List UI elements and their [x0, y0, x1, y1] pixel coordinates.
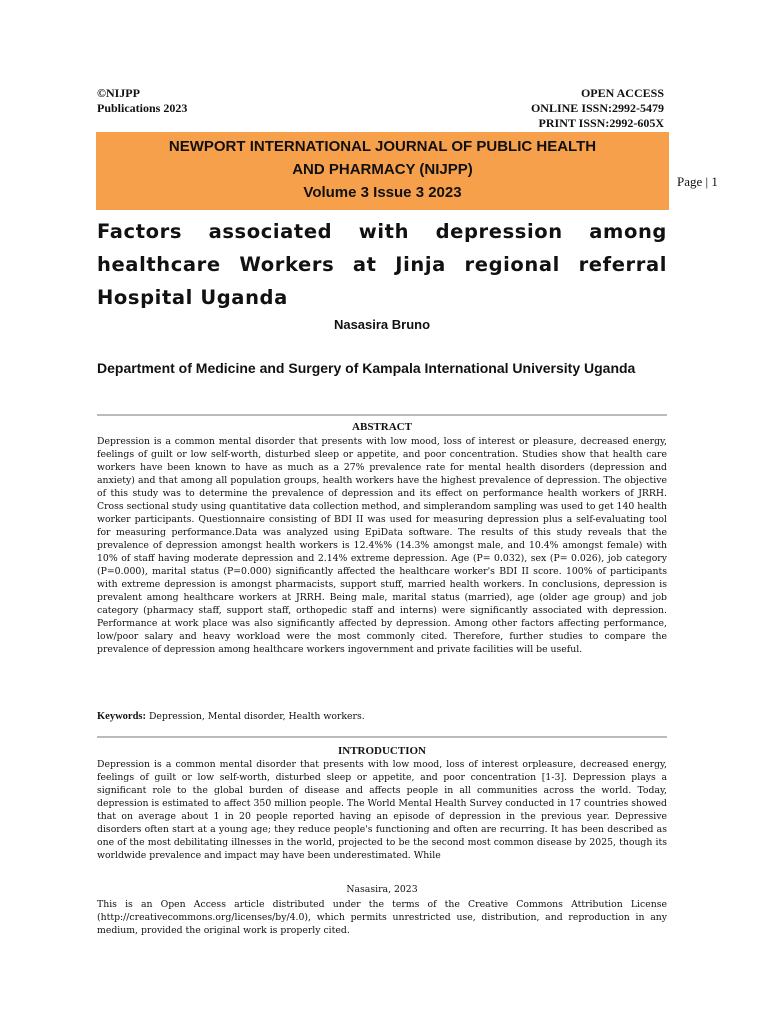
page-number: Page | 1: [677, 174, 718, 189]
volume-issue: Volume 3 Issue 3 2023: [303, 184, 462, 201]
footer-author-year: Nasasira, 2023: [346, 884, 418, 895]
open-access-label: OPEN ACCESS: [580, 86, 664, 100]
publications-year: Publications 2023: [97, 101, 188, 115]
abstract-text: Depression is a common mental disorder that presents with low mood, loss of interest or pleasure, decreased energy, feelings of guilt or low self-worth, disturbed sleep or appetite, and poor concentration. Studies show that health care workers have been known to have as much as a 27% prevalence rate for mental health disorders (depression and anxiety) and that among all population groups, health workers have the highest prevalence of depression. The objective of this study was to determine the prevalence of depression and its effect on performance health workers of JRRH. Cross sectional study using quantitative data collection method, and simplerandom sampling was used to get 140 health worker participants. Questionnaire consisting of BDI II was used for measuring depression plus a self-evaluating tool for measuring performance.Data was analyzed using EpiData software. The results of this study reveals that the prevalence of depression amongst health workers is 12.4%% (14.3% amongst male, and 10.4% amongst female) with 10% of staff having moderate depression and 2.14% extreme depression. Age (P= 0.032), sex (P= 0.026), job category (P=0.000), marital status (P=0.000) significantly affected the healthcare worker's BDI II score. 100% of participants with extreme depression is amongst pharmacists, support stuff, married health workers. In conclusions, depression is prevalent among healthcare workers at JRRH. Being male, marital status (married), age (older age group) and job category (pharmacy staff, support staff, orthopedic staff and interns) were significantly associated with depression. Performance at work place was also significantly affected by depression. Among other factors affecting performance, low/poor salary and heavy workload were the most commonly cited. Therefore, further studies to compare the prevalence of depression among healthcare workers ingovernment and private facilities will be useful.: [97, 436, 667, 655]
issn-block: [531, 86, 664, 131]
print-issn: PRINT ISSN:2992-605X: [538, 116, 664, 130]
license-text: This is an Open Access article distributed under the terms of the Creative Commons Attribution License (http://creativecommons.org/licenses/by/4.0), which permits unrestricted use, distribution, and reproduction in any medium, provided the original work is properly cited.: [97, 899, 667, 936]
abstract-heading: ABSTRACT: [352, 421, 412, 433]
journal-name-line1: NEWPORT INTERNATIONAL JOURNAL OF PUBLIC HEALTH: [168, 138, 597, 155]
divider: [97, 414, 667, 416]
keywords-label: Keywords:: [97, 711, 146, 722]
introduction-heading: INTRODUCTION: [337, 745, 426, 757]
keywords-line: [97, 711, 667, 722]
introduction-text: Depression is a common mental disorder that presents with low mood, loss of interest orpleasure, decreased energy, feelings of guilt or low self-worth, disturbed sleep or appetite, and poor concentration [1-3]. Depression plays a significant role to the global burden of disease and affects people in all communities across the world. Today, depression is estimated to affect 350 million people. The World Mental Health Survey conducted in 17 countries showed that on average about 1 in 20 people reported having an episode of depression in the previous year. Depressive disorders often start at a young age; they reduce people's functioning and often are recurring. It has been described as one of the most debilitating illnesses in the world, projected to be the second most common disease by 2025, though its worldwide prevalence and impact may have been underestimated. While: [97, 759, 667, 861]
article-title: Factors associated with depression among healthcare Workers at Jinja regional referral Hospital Uganda: [97, 220, 667, 309]
publisher-block: [97, 86, 187, 116]
divider: [97, 736, 667, 738]
keywords-list: Depression, Mental disorder, Health workers.: [146, 711, 365, 722]
journal-banner: [96, 132, 669, 210]
journal-name-line2: AND PHARMACY (NIJPP): [292, 161, 473, 178]
online-issn: ONLINE ISSN:2992-5479: [530, 101, 664, 115]
author-name: Nasasira Bruno: [333, 317, 431, 332]
author-affiliation: Department of Medicine and Surgery of Kampala International University Uganda: [97, 360, 636, 376]
copyright-line: ©NIJPP: [97, 86, 140, 100]
